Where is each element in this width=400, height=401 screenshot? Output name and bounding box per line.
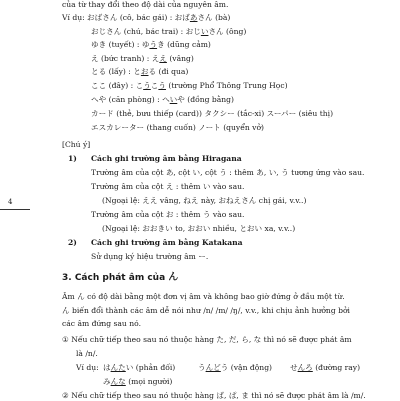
example-word: せんろ (đường ray) xyxy=(290,363,361,372)
example-word: はんたい (phản đối) xyxy=(103,363,176,372)
text-line: Âm ん có độ dài bằng một đơn vị âm và không bao giờ đứng ở đầu một từ. xyxy=(62,292,345,301)
text-line: ② Nếu chữ tiếp theo sau nó thuộc hàng ば, ぱ, ま thì nó sẽ được phát âm là /m/. xyxy=(62,391,366,400)
example-line: ゆき (tuyết) : ゆうき (dũng cảm) xyxy=(91,40,211,49)
text-line: ん biến đổi thành các âm dễ nói như /n/ /m/ /ŋ/, v.v., khi chịu ảnh hưởng bởi xyxy=(62,306,350,315)
example-line: おじさん (chú, bác trai) : おじいさん (ông) xyxy=(91,27,247,36)
margin-rule xyxy=(0,209,30,210)
text-line: Trường âm của cột お : thêm う vào sau. xyxy=(91,210,245,219)
text-line: (Ngoại lệ: ええ vâng, ねえ này, おねえさん chị gái, v.v..) xyxy=(102,196,307,205)
text-line: của từ thay đổi theo độ dài của nguyên âm. xyxy=(62,0,229,9)
text-line: Trường âm của cột え : thêm い vào sau. xyxy=(91,182,245,191)
text-line: Sử dụng ký hiệu trường âm ー. xyxy=(91,252,209,261)
example-line: カード (thẻ, bưu thiếp (card)) タクシー (tắc-xi) スーパー (siêu thị) xyxy=(91,109,334,118)
example-label: Ví dụ: xyxy=(76,363,99,372)
text-line: là /n/. xyxy=(76,349,98,358)
example-line: エスカレーター (thang cuốn) ノート (quyển vở) xyxy=(91,123,264,132)
section-number: 1) xyxy=(68,154,77,163)
section-title: Cách ghi trường âm bằng Hiragana xyxy=(91,154,242,163)
example-line: とる (lấy) : とおる (đi qua) xyxy=(91,67,189,76)
example-line: ここ (đây) : こうこう (trường Phổ Thông Trung Học) xyxy=(91,81,288,90)
heading-section-3: 3. Cách phát âm của ん xyxy=(62,272,179,283)
text-line: ① Nếu chữ tiếp theo sau nó thuộc hàng た, だ, ら, な thì nó sẽ được phát âm xyxy=(62,335,352,344)
example-word: うんどう (vận động) xyxy=(198,363,273,372)
text-line: Trường âm của cột あ, cột い, cột う : thêm あ, い, う tương ứng vào sau. xyxy=(91,168,365,177)
section-number: 2) xyxy=(68,238,77,247)
note-label: [Chú ý] xyxy=(62,140,91,149)
text-line: (Ngoại lệ: おおきい to, おおい nhiều, とおい xa, v.v..) xyxy=(102,224,296,233)
example-word: みんな (mọi người) xyxy=(103,377,173,386)
example-line: へや (căn phòng) : へいや (đồng bằng) xyxy=(91,95,235,104)
page-number: 4 xyxy=(8,198,13,206)
example-line: Ví dụ: おばさん (cô, bác gái) : おばあさん (bà) xyxy=(62,13,231,22)
text-line: các âm đứng sau nó. xyxy=(62,319,141,328)
section-title: Cách ghi trường âm bằng Katakana xyxy=(91,238,243,247)
example-line: え (bức tranh) : ええ (vâng) xyxy=(91,54,194,63)
